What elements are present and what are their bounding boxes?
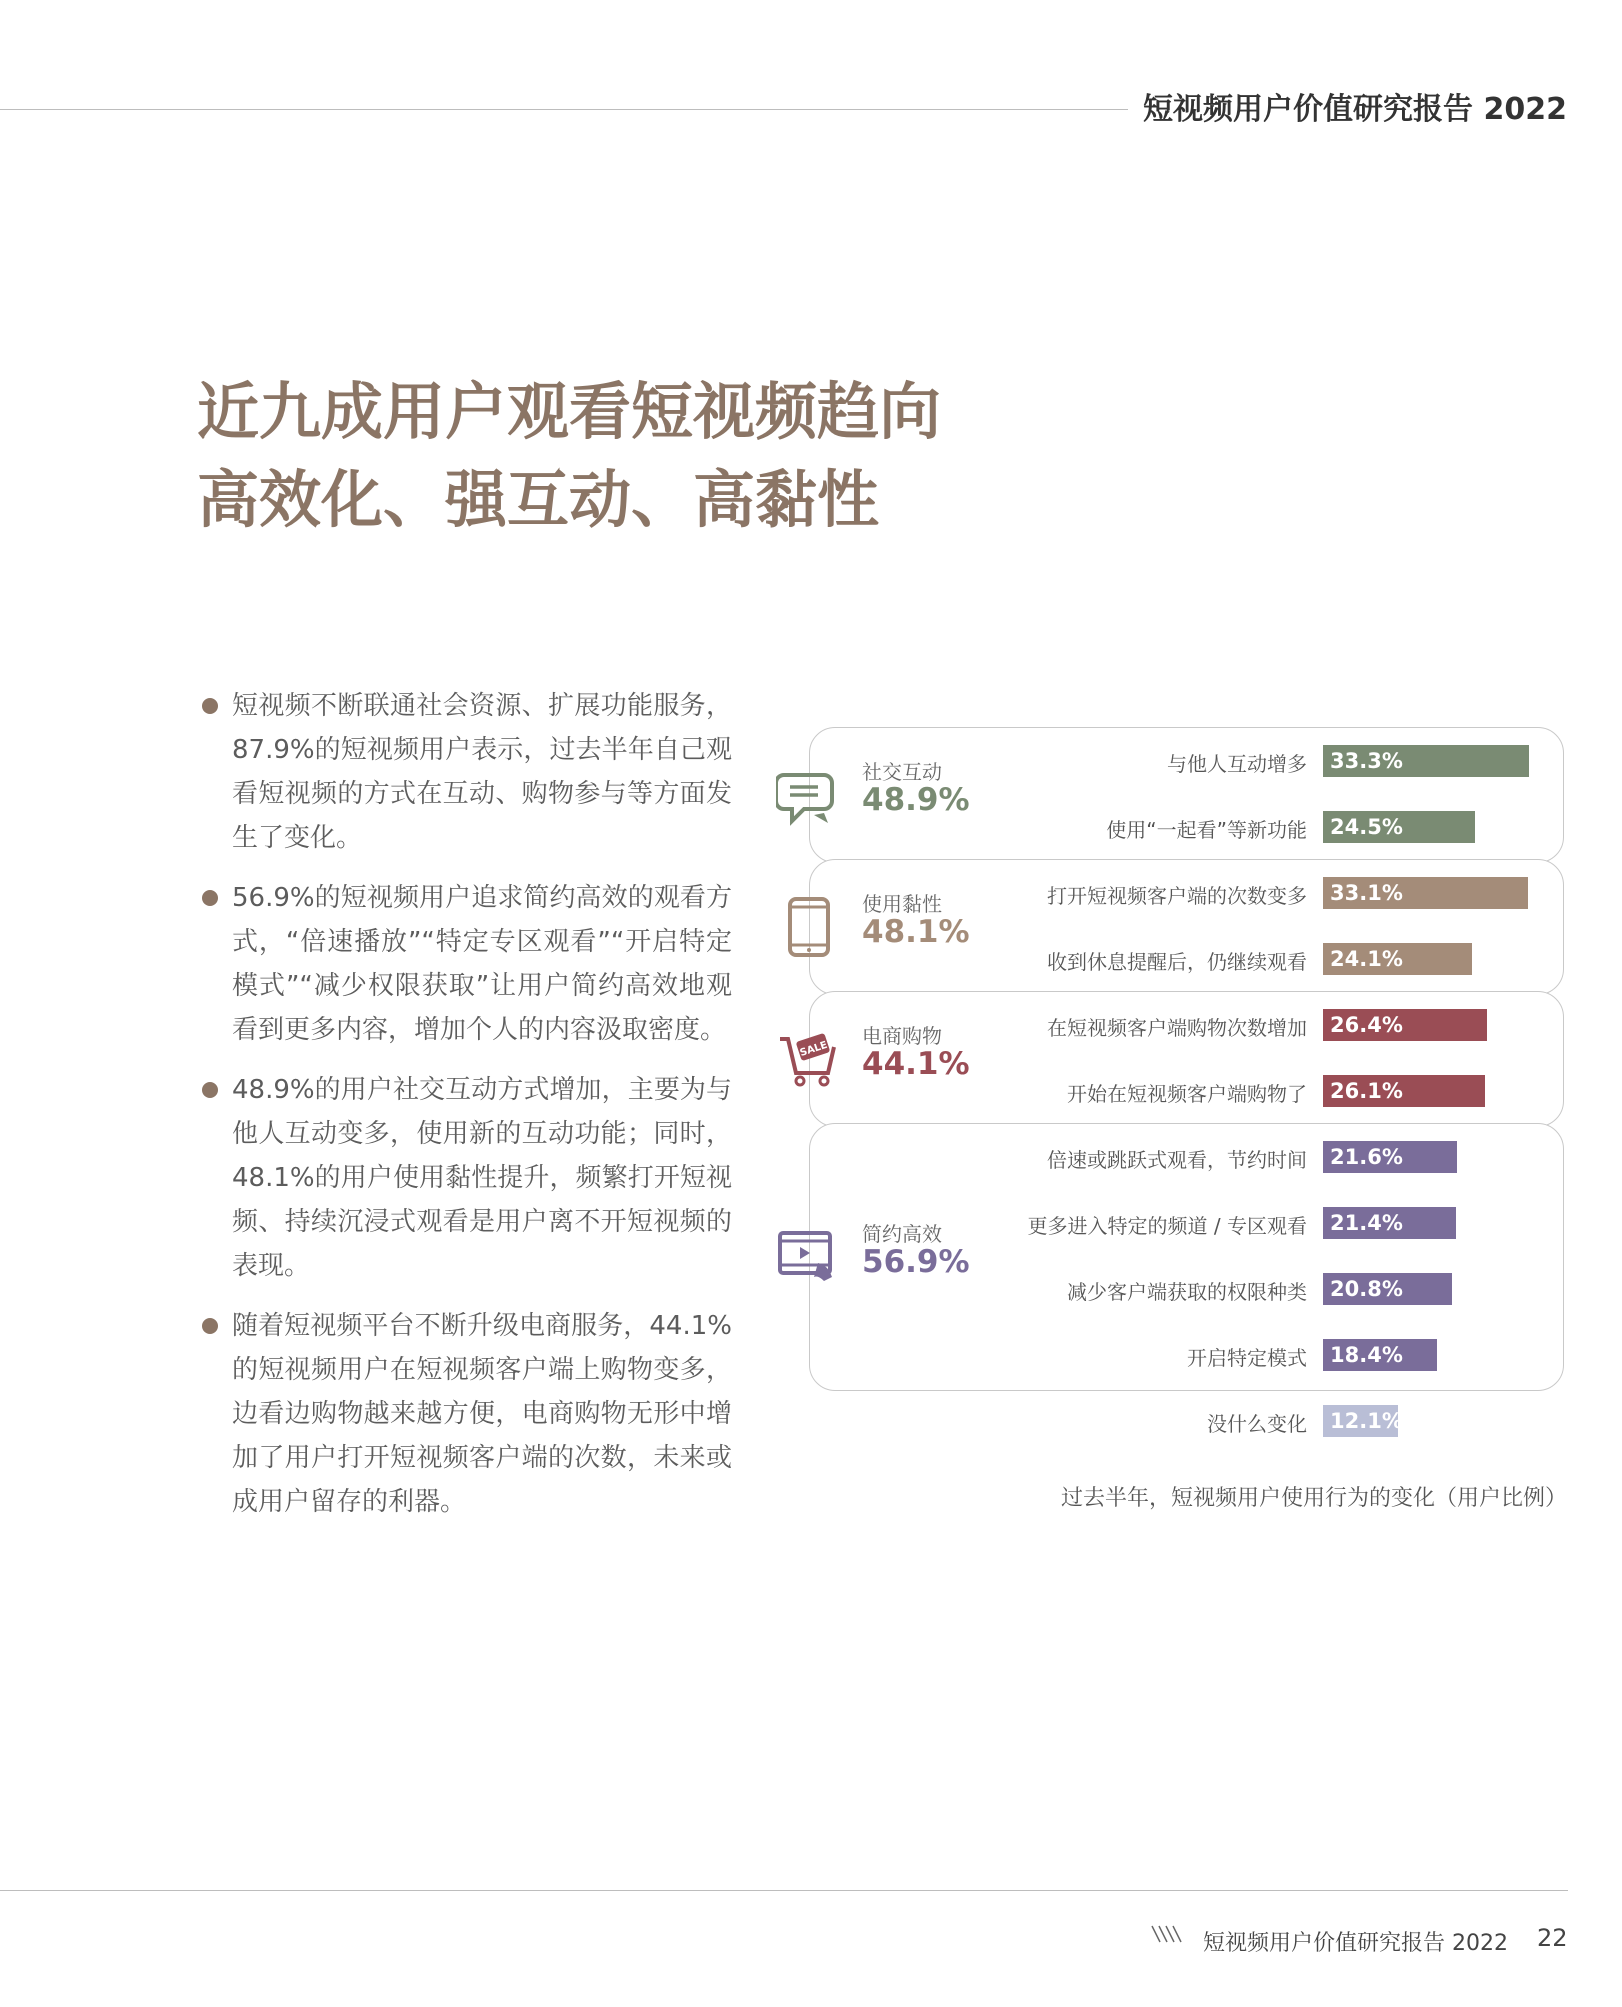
footer-rule [0, 1890, 1568, 1891]
page-number: 22 [1537, 1924, 1568, 1952]
bar-value-label: 21.4% [1330, 1211, 1403, 1235]
page-title-line-1: 近九成用户观看短视频趋向 [197, 375, 942, 448]
bar-label: 在短视频客户端购物次数增加 [1047, 1016, 1307, 1040]
bar-label: 没什么变化 [1207, 1412, 1307, 1436]
bar-value-label: 21.6% [1330, 1145, 1403, 1169]
bar-value-label: 18.4% [1330, 1343, 1403, 1367]
chart-group-value: 48.1% [862, 914, 970, 950]
bar-value-label: 20.8% [1330, 1277, 1403, 1301]
bar-value-label: 26.4% [1330, 1013, 1403, 1037]
bar-label: 倍速或跳跃式观看，节约时间 [1047, 1148, 1307, 1172]
bar-value-label: 26.1% [1330, 1079, 1403, 1103]
bullet-item [202, 684, 732, 860]
bullet-text: 48.9%的用户社交互动方式增加，主要为与他人互动变多，使用新的互动功能；同时，48.1%的用户使用黏性提升，频繁打开短视频、持续沉浸式观看是用户离不开短视频的表现。 [232, 1075, 732, 1281]
chat-bubble-icon [776, 761, 842, 827]
bar-value-label: 24.5% [1330, 815, 1403, 839]
bar-value-label: 33.3% [1330, 749, 1403, 773]
bullet-dot [202, 1082, 218, 1098]
bullet-item [202, 1068, 732, 1288]
chart-group-name: 电商购物 [862, 1024, 942, 1048]
bullet-text: 56.9%的短视频用户追求简约高效的观看方式，“倍速播放”“特定专区观看”“开启特定模式”“减少权限获取”让用户简约高效地观看到更多内容，增加个人的内容汲取密度。 [232, 883, 732, 1045]
bar-label: 打开短视频客户端的次数变多 [1047, 884, 1307, 908]
svg-text:SALE: SALE [798, 1039, 829, 1059]
chart-group-name: 简约高效 [862, 1222, 942, 1246]
shopping-cart-sale-icon [776, 1025, 842, 1091]
header-title: 短视频用户价值研究报告 2022 [1143, 92, 1567, 127]
page-title-line-2: 高效化、强互动、高黏性 [197, 463, 880, 536]
bullet-item [202, 876, 732, 1052]
bullet-dot [202, 890, 218, 906]
bar-label: 收到休息提醒后，仍继续观看 [1047, 950, 1307, 974]
chart-group-value: 48.9% [862, 782, 970, 818]
bullet-text: 随着短视频平台不断升级电商服务，44.1%的短视频用户在短视频客户端上购物变多，边看边购物越来越方便，电商购物无形中增加了用户打开短视频客户端的次数，未来或成用户留存的利器。 [232, 1311, 732, 1517]
header-rule [0, 109, 1128, 110]
chart-group-name: 使用黏性 [862, 892, 942, 916]
bullet-dot [202, 1318, 218, 1334]
bar-label: 使用“一起看”等新功能 [1106, 818, 1307, 842]
bar-value-label: 33.1% [1330, 881, 1403, 905]
chart-group-name: 社交互动 [862, 760, 942, 784]
bar-value-label: 24.1% [1330, 947, 1403, 971]
tablet-icon [776, 893, 842, 959]
bullet-item [202, 1304, 732, 1524]
footer-title: 短视频用户价值研究报告 2022 [1203, 1931, 1508, 1956]
page-title [197, 368, 941, 544]
footer-slash-mark-icon [1150, 1924, 1186, 1944]
bar-label: 更多进入特定的频道 / 专区观看 [1027, 1214, 1307, 1238]
chart-group-value: 44.1% [862, 1046, 970, 1082]
video-play-icon [776, 1223, 842, 1289]
chart-group-value: 56.9% [862, 1244, 970, 1280]
bullet-text: 短视频不断联通社会资源、扩展功能服务，87.9%的短视频用户表示，过去半年自己观看短视频的方式在互动、购物参与等方面发生了变化。 [232, 691, 732, 853]
bullet-dot [202, 698, 218, 714]
bar-label: 减少客户端获取的权限种类 [1067, 1280, 1307, 1304]
chart-caption: 过去半年，短视频用户使用行为的变化（用户比例） [1060, 1486, 1567, 1511]
bar-label: 与他人互动增多 [1167, 752, 1307, 776]
bar-label: 开启特定模式 [1187, 1346, 1307, 1370]
bar-value-label: 12.1% [1330, 1409, 1403, 1433]
bar-label: 开始在短视频客户端购物了 [1067, 1082, 1307, 1106]
bullet-list [202, 684, 732, 1540]
